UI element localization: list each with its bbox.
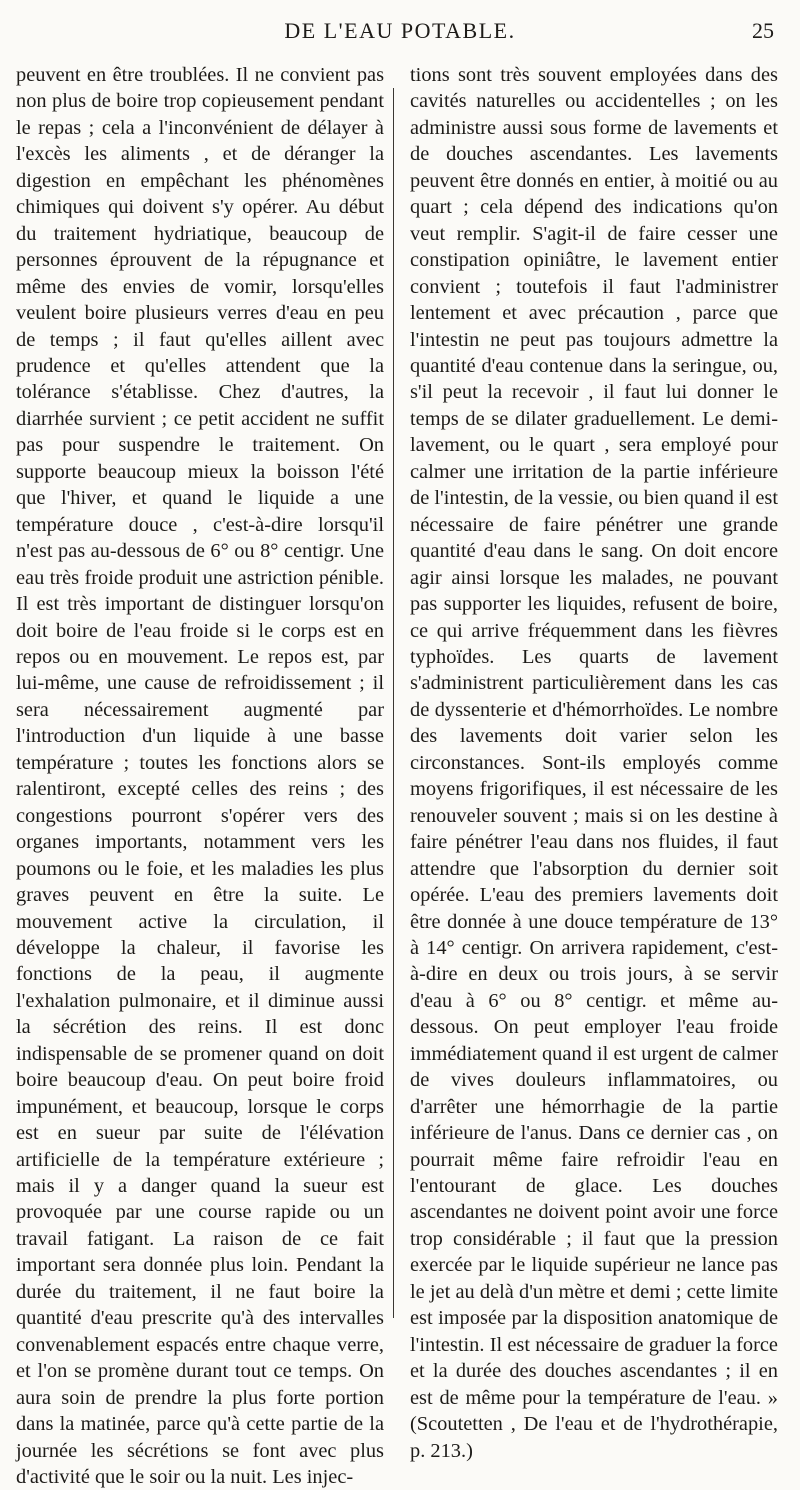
paragraph-left: peuvent en être troublées. Il ne convient pas non plus de boire trop copieusement pendant le repas ; cela a l'inconvénient de délayer à l'excès les aliments , et de déranger la digestion en empêchant les phénomènes chimiques qui doivent s'y opérer. Au début du traitement hydriatique, beaucoup de personnes éprouvent de la répugnance et même des envies de vomir, lorsqu'elles veulent boire plusieurs verres d'eau en peu de temps ; il faut qu'elles aillent avec prudence et qu'elles attendent que la tolérance s'établisse. Chez d'autres, la diarrhée survient ; ce petit accident ne suffit pas pour suspendre le traitement. On supporte beaucoup mieux la boisson l'été que l'hiver, et quand le liquide a une température douce , c'est-à-dire lorsqu'il n'est pas au-dessous de 6° ou 8° centigr. Une eau très froide produit une astriction pénible. Il est très important de distinguer lorsqu'on doit boire de l'eau froide si le corps est en repos ou en mouvement. Le repos est, par lui-même, une cause de refroidissement ; il sera nécessairement augmenté par l'introduction d'un liquide à une basse température ; toutes les fonctions alors se ralentiront, excepté celles des reins ; des congestions pourront s'opérer vers des organes importants, notamment vers les poumons ou le foie, et les maladies les plus graves peuvent en être la suite. Le mouvement active la circulation, il développe la chaleur, il favorise les fonctions de la peau, il augmente l'exhalation pulmonaire, et il diminue aussi la sécrétion des reins. Il est donc indispensable de se promener quand on doit boire beaucoup d'eau. On peut boire froid impunément, et beaucoup, lorsque le corps est en sueur par suite de l'élévation artificielle de la température extérieure ; mais il y a danger quand la sueur est provoquée par une course rapide ou un travail fatigant. La raison de ce fait important sera donnée plus loin. Pendant la durée du traitement, il ne faut boire la quantité d'eau prescrite qu'à des intervalles convenablement espacés entre chaque verre, et l'on se promène durant tout ce temps. On aura soin de prendre la plus forte portion dans la matinée, parce qu'à cette partie de la journée les sécrétions se font avec plus d'activité que le soir ou la nuit. Les injec- <box>16 64 384 1489</box>
running-title: DE L'EAU POTABLE. <box>284 18 516 43</box>
page-number: 25 <box>752 18 774 43</box>
text-column-left <box>16 62 384 1490</box>
paragraph-right: tions sont très souvent employées dans des cavités naturelles ou accidentelles ; on les administre aussi sous forme de lavements et de douches ascendantes. Les lavements peuvent être donnés en entier, à moitié ou au quart ; cela dépend des indications qu'on veut remplir. S'agit-il de faire cesser une constipation opiniâtre, le lavement entier convient ; toutefois il faut l'administrer lentement et avec précaution , parce que l'intestin ne peut pas toujours admettre la quantité d'eau contenue dans la seringue, ou, s'il peut la recevoir , il faut lui donner le temps de se dilater graduellement. Le demi-lavement, ou le quart , sera employé pour calmer une irritation de la partie inférieure de l'intestin, de la vessie, ou bien quand il est nécessaire de faire pénétrer une grande quantité d'eau dans le sang. On doit encore agir ainsi lorsque les malades, ne pouvant pas supporter les liquides, refusent de boire, ce qui arrive fréquemment dans les fièvres typhoïdes. Les quarts de lavement s'administrent particulièrement dans les cas de dyssenterie et d'hémorrhoïdes. Le nombre des lavements doit varier selon les circonstances. Sont-ils employés comme moyens frigorifiques, il est nécessaire de les renouveler souvent ; mais si on les destine à faire pénétrer l'eau dans nos fluides, il faut attendre que l'absorption du dernier soit opérée. L'eau des premiers lavements doit être donnée à une douce température de 13° à 14° centigr. On arrivera rapidement, c'est-à-dire en deux ou trois jours, à se servir d'eau à 6° ou 8° centigr. et même au-dessous. On peut employer l'eau froide immédiatement quand il est urgent de calmer de vives douleurs inflammatoires, ou d'arrêter une hémorrhagie de la partie inférieure de l'anus. Dans ce dernier cas , on pourrait même faire refroidir l'eau en l'entourant de glace. Les douches ascendantes ne doivent point avoir une force trop considérable ; il faut que la pression exercée par le liquide supérieur ne lance pas le jet au delà d'un mètre et demi ; cette limite est imposée par la disposition anatomique de l'intestin. Il est nécessaire de graduer la force et la durée des douches ascendantes ; il en est de même pour la température de l'eau. » (Scoutetten , De l'eau et de l'hydrothérapie, p. 213.) <box>410 64 778 1462</box>
column-divider <box>393 88 394 1318</box>
text-column-right <box>410 62 778 1464</box>
running-head <box>0 14 800 50</box>
